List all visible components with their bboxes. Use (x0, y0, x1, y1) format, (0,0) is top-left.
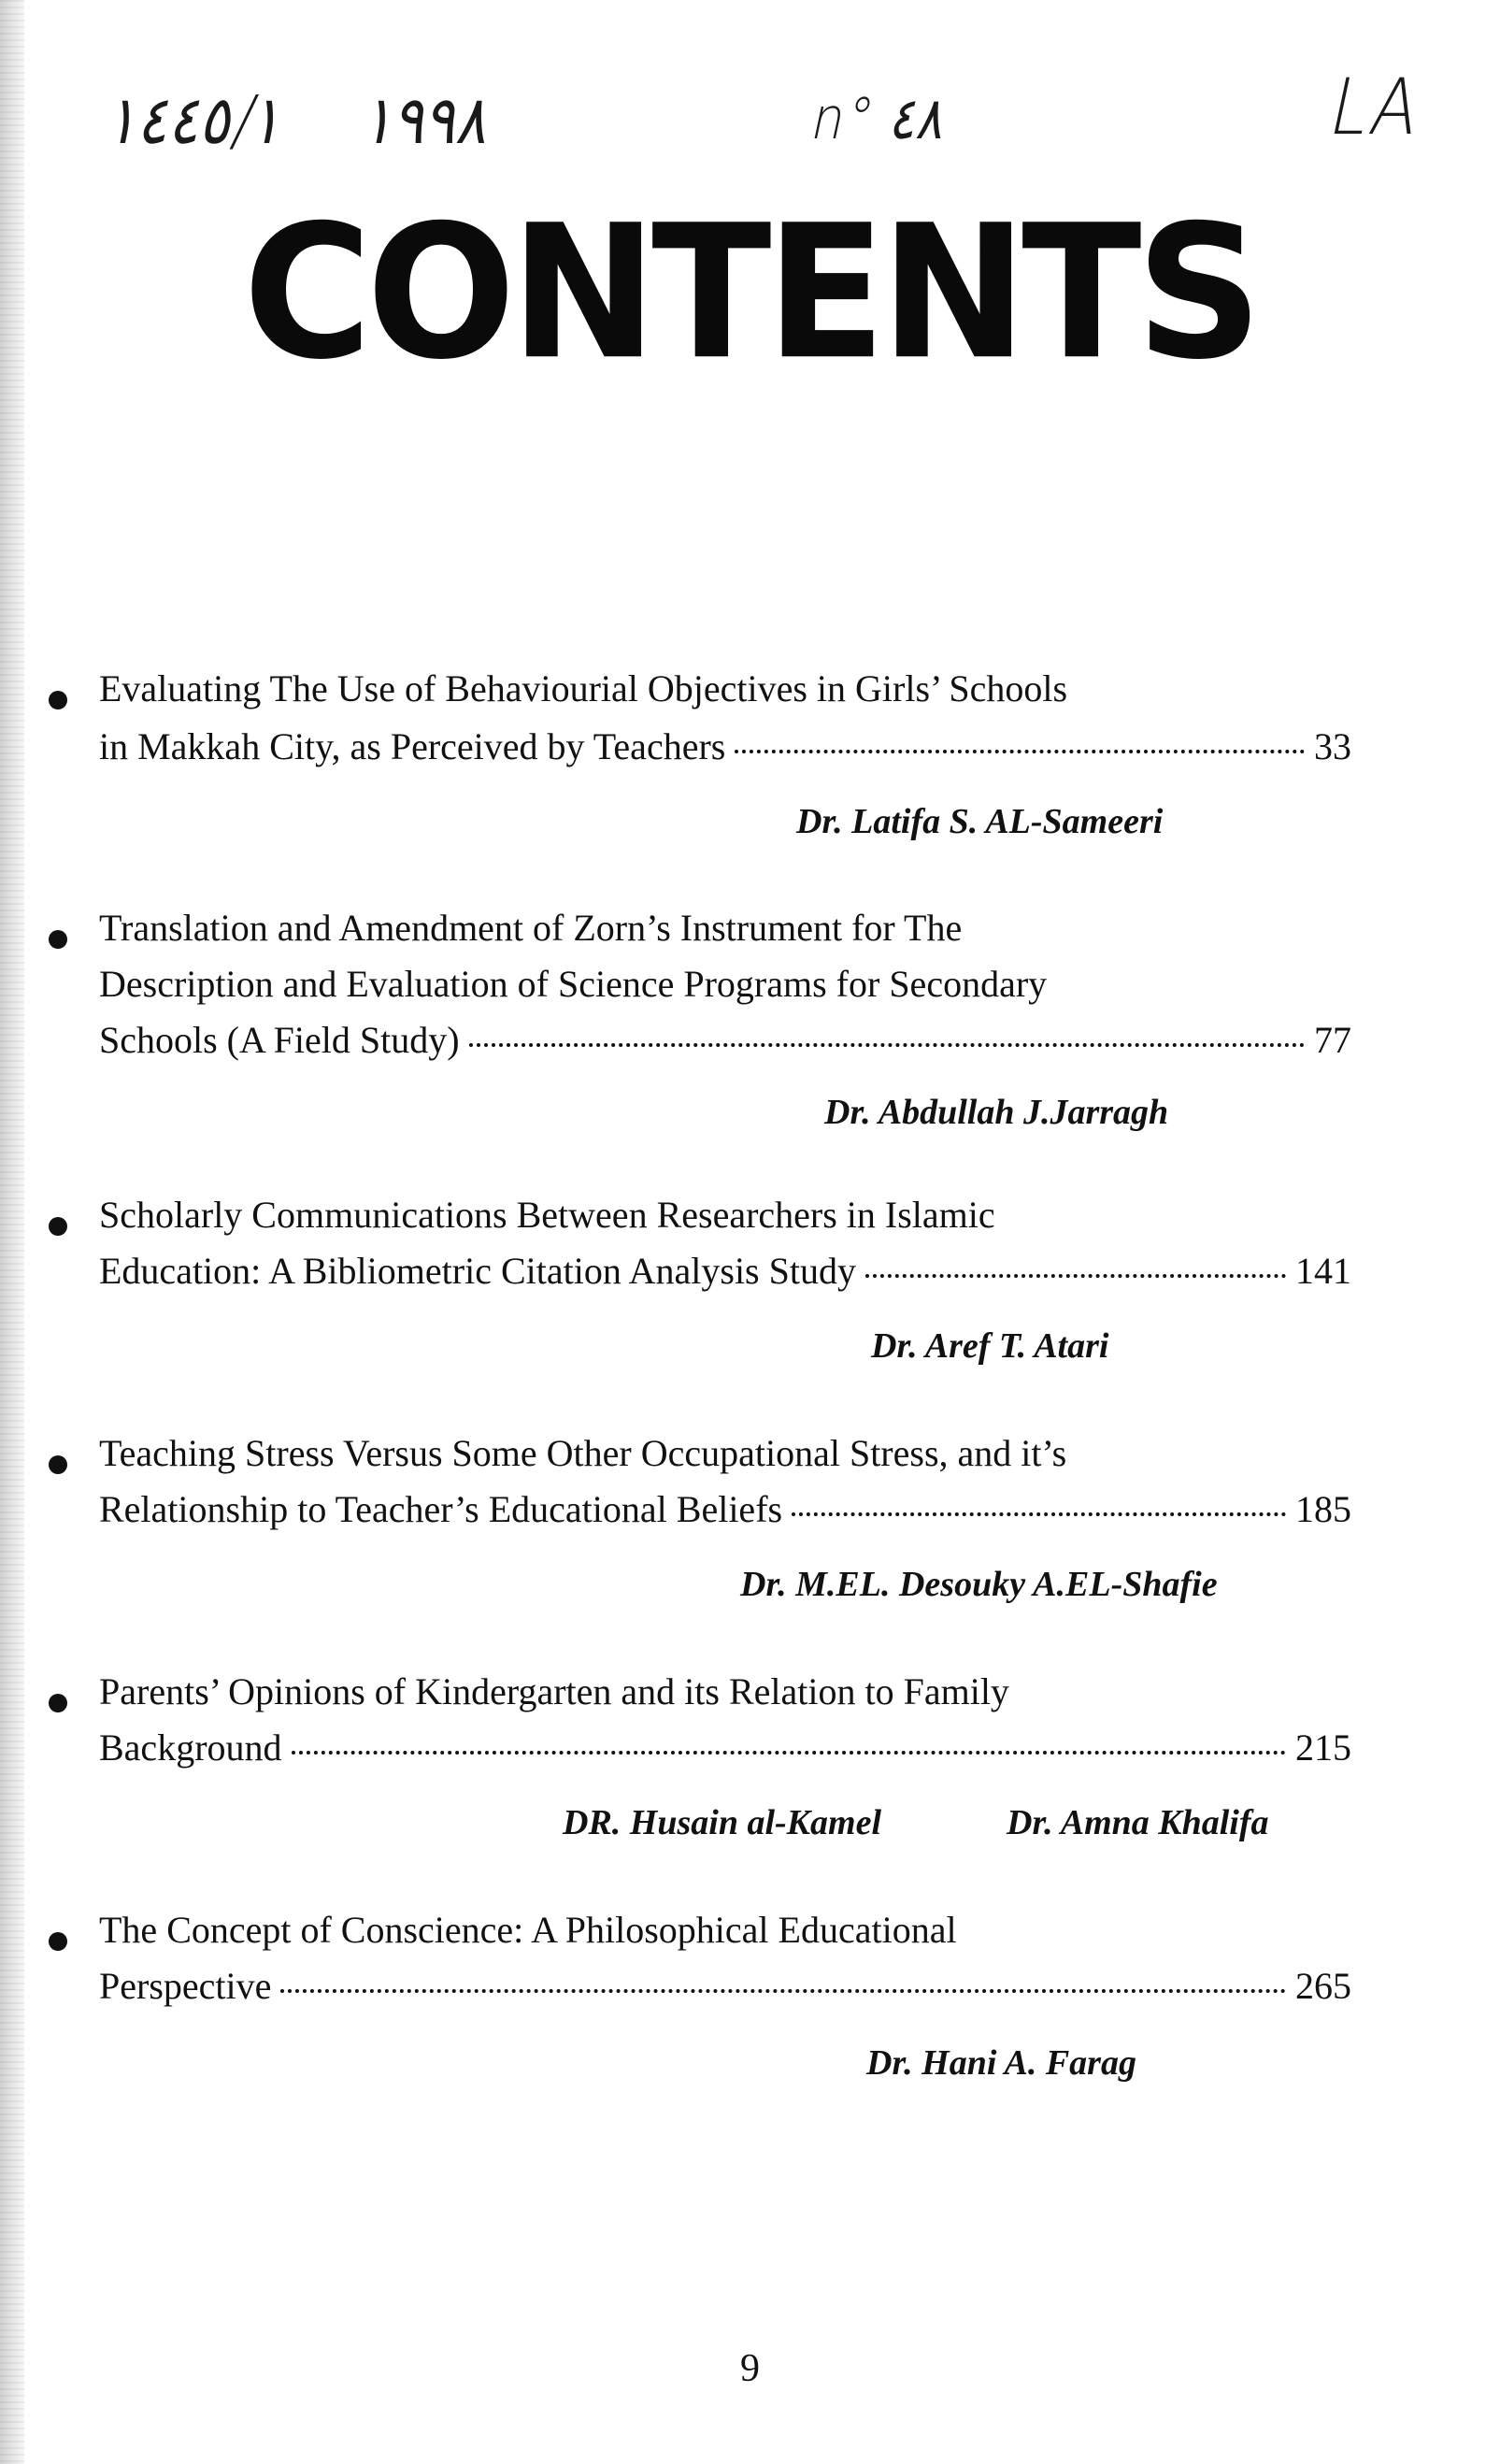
entry-title-line: in Makkah City, as Perceived by Teachers (99, 725, 726, 767)
bullet-icon (49, 1694, 67, 1712)
handwritten-mark: ١٩٩٨ (358, 80, 500, 160)
entry-author: Dr. M.EL. Desouky A.EL-Shafie (740, 1565, 1218, 1604)
bullet-icon (49, 930, 67, 949)
bullet-icon (49, 1932, 67, 1951)
entry-page-number: 77 (1314, 1019, 1351, 1061)
entry-page-number: 185 (1295, 1488, 1351, 1530)
entry-page-number: 265 (1295, 1965, 1351, 2007)
entry-title-line (99, 1965, 1351, 2007)
entry-title-line (99, 1726, 1351, 1769)
entry-author: Dr. Aref T. Atari (871, 1326, 1109, 1366)
entry-author: Dr. Abdullah J.Jarragh (824, 1093, 1169, 1132)
entry-title-line: Evaluating The Use of Behaviourial Objectives in Girls’ Schools (99, 667, 1068, 709)
bullet-icon (49, 1455, 67, 1474)
dot-leader (292, 1751, 1286, 1755)
entry-title-line (99, 725, 1351, 767)
dot-leader (469, 1043, 1305, 1047)
entry-page-number: 33 (1314, 725, 1351, 767)
page-title: CONTENTS (243, 185, 1257, 401)
entry-title-line: Relationship to Teacher’s Educational Beliefs (99, 1488, 783, 1530)
dot-leader (735, 750, 1305, 753)
page-number: 9 (740, 2347, 760, 2390)
entry-title-line: Scholarly Communications Between Researchers in Islamic (99, 1194, 995, 1236)
entry-title-line (99, 1019, 1351, 1061)
entry-author: Dr. Hani A. Farag (866, 2043, 1136, 2083)
entry-title-line: The Concept of Conscience: A Philosophical Educational (99, 1909, 957, 1951)
handwritten-mark: ١٤٤٥/١ (102, 80, 294, 160)
entry-page-number: 215 (1295, 1726, 1351, 1769)
bullet-icon (49, 691, 67, 709)
entry-title-line (99, 1488, 1351, 1530)
entry-title-line: Description and Evaluation of Science Programs for Secondary (99, 963, 1048, 1005)
entry-title-line: Perspective (99, 1965, 272, 2007)
dot-leader (865, 1274, 1286, 1278)
handwritten-mark: LA (1321, 61, 1431, 152)
entry-title-line: Background (99, 1726, 282, 1769)
dot-leader (792, 1512, 1286, 1516)
entry-title-line (99, 1250, 1351, 1292)
entry-title-line: Education: A Bibliometric Citation Analysis Study (99, 1250, 856, 1292)
entry-title-line: Schools (A Field Study) (99, 1019, 460, 1061)
entry-title-line: Parents’ Opinions of Kindergarten and its Relation to Family (99, 1670, 1009, 1712)
entry-title-line: Teaching Stress Versus Some Other Occupational Stress, and it’s (99, 1432, 1067, 1474)
handwritten-mark: n° ٤٨ (806, 84, 954, 152)
dot-leader (280, 1989, 1286, 1993)
entry-author: Dr. Amna Khalifa (1007, 1803, 1269, 1842)
entry-author: DR. Husain al-Kamel (563, 1803, 881, 1842)
entry-page-number: 141 (1295, 1250, 1351, 1292)
bullet-icon (49, 1217, 67, 1236)
entry-author: Dr. Latifa S. AL-Sameeri (796, 802, 1164, 841)
entry-title-line: Translation and Amendment of Zorn’s Instrument for The (99, 907, 963, 949)
